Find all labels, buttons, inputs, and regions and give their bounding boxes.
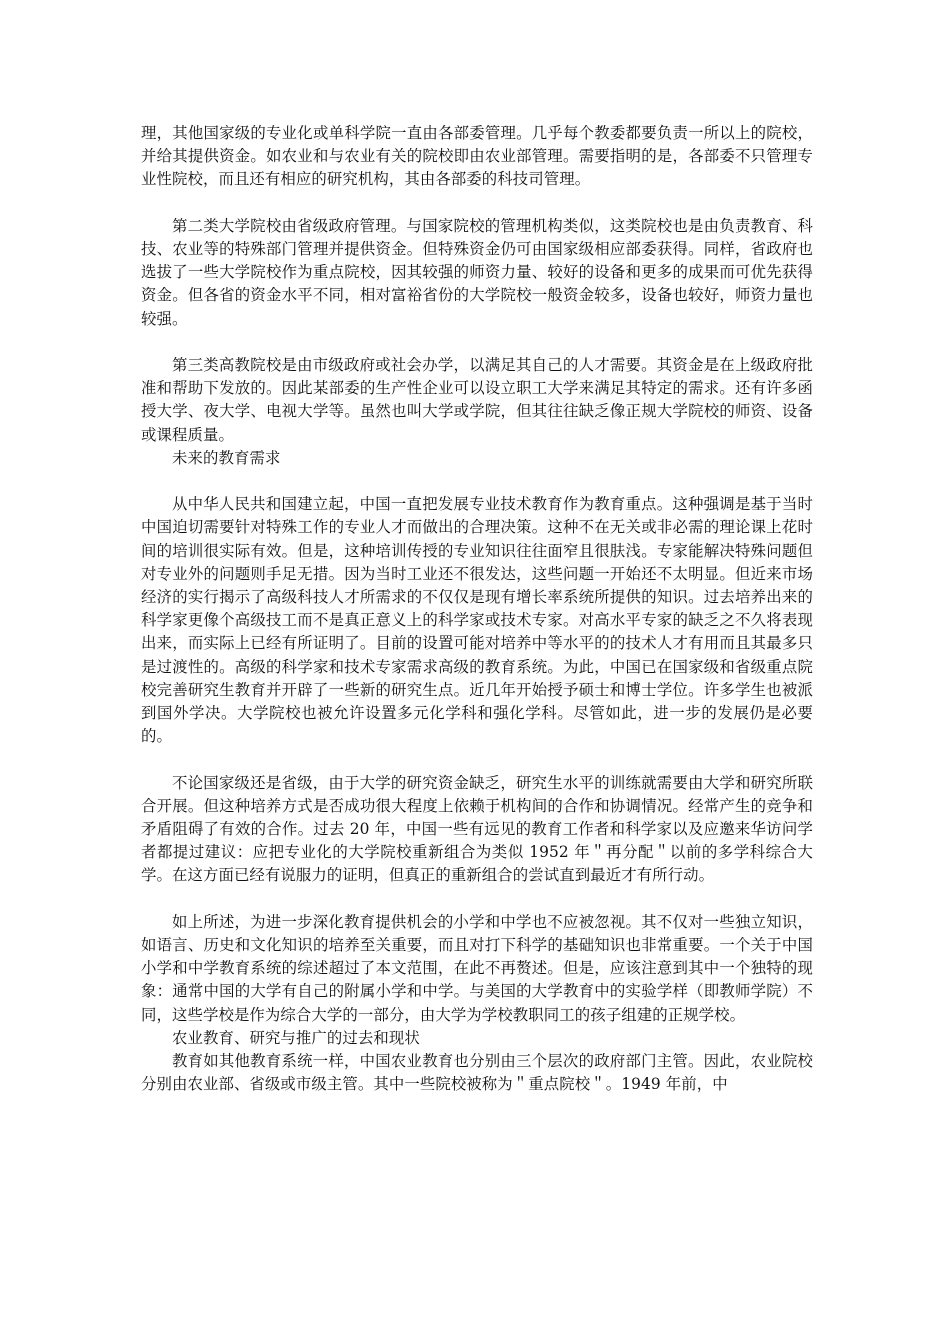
- paragraph-gap: [141, 888, 813, 911]
- section-heading-agri-education: 农业教育、研究与推广的过去和现状: [172, 1028, 420, 1047]
- paragraph-3: 第三类高教院校是由市级政府或社会办学，以满足其自己的人才需要。其资金是在上级政府批准和帮助下发放的。因此某部委的生产性企业可以设立职工大学来满足其特定的需求。还有许多函授大学、夜大学、电视大学等。虽然也叫大学或学院，但其往往缺乏像正规大学院校的师资、设备或课程质量。: [141, 356, 813, 444]
- paragraph-5: 不论国家级还是省级，由于大学的研究资金缺乏，研究生水平的训练就需要由大学和研究所联合开展。但这种培养方式是否成功很大程度上依赖于机构间的合作和协调情况。经常产生的竞争和矛盾阻碍了有效的合作。过去 20 年，中国一些有远见的教育工作者和科学家以及应邀来华访问学者都提过建议：应把专业化的大学院校重新组合为类似 1952 年＂再分配＂以前的多学科综合大学。在这方面已经有说服力的证明，但真正的重新组合的尝试直到最近才有所行动。: [141, 773, 813, 885]
- paragraph-gap: [141, 331, 813, 354]
- paragraph-gap: [141, 192, 813, 215]
- paragraph-1: 理，其他国家级的专业化或单科学院一直由各部委管理。几乎每个教委都要负责一所以上的院校，并给其提供资金。如农业和与农业有关的院校即由农业部管理。需要指明的是，各部委不只管理专业性院校，而且还有相应的研究机构，其由各部委的科技司管理。: [141, 124, 813, 189]
- paragraph-2: 第二类大学院校由省级政府管理。与国家院校的管理机构类似，这类院校也是由负责教育、科技、农业等的特殊部门管理并提供资金。但特殊资金仍可由国家级相应部委获得。同样，省政府也选拔了一些大学院校作为重点院校，因其较强的师资力量、较好的设备和更多的成果而可优先获得资金。但各省的资金水平不同，相对富裕省份的大学院校一般资金较多，设备也较好，师资力量也较强。: [141, 216, 813, 328]
- paragraph-gap: [141, 748, 813, 771]
- document-body: [141, 122, 813, 1096]
- paragraph-7: 教育如其他教育系统一样，中国农业教育也分别由三个层次的政府部门主管。因此，农业院校分别由农业部、省级或市级主管。其中一些院校被称为＂重点院校＂。1949 年前，中: [141, 1052, 813, 1094]
- section-heading-future-needs: 未来的教育需求: [172, 448, 281, 467]
- paragraph-gap: [141, 470, 813, 493]
- paragraph-4: 从中华人民共和国建立起，中国一直把发展专业技术教育作为教育重点。这种强调是基于当时中国迫切需要针对特殊工作的专业人才而做出的合理决策。这种不在无关或非必需的理论课上花时间的培训很实际有效。但是，这种培训传授的专业知识往往面窄且很肤浅。专家能解决特殊问题但对专业外的问题则手足无措。因为当时工业还不很发达，这些问题一开始还不太明显。但近来市场经济的实行揭示了高级科技人才所需求的不仅仅是现有增长率系统所提供的知识。过去培养出来的科学家更像个高级技工而不是真正意义上的科学家或技术专家。对高水平专家的缺乏之不久将表现出来，而实际上已经有所证明了。目前的设置可能对培养中等水平的的技术人才有用而且其最多只是过渡性的。高级的科学家和技术专家需求高级的教育系统。为此，中国已在国家级和省级重点院校完善研究生教育并开辟了一些新的研究生点。近几年开始授予硕士和博士学位。许多学生也被派到国外学决。大学院校也被允许设置多元化学科和强化学科。尽管如此，进一步的发展仍是必要的。: [141, 495, 813, 746]
- paragraph-6: 如上所述，为进一步深化教育提供机会的小学和中学也不应被忽视。其不仅对一些独立知识，如语言、历史和文化知识的培养至关重要，而且对打下科学的基础知识也非常重要。一个关于中国小学和中学教育系统的综述超过了本文范围，在此不再赘述。但是，应该注意到其中一个独特的现象：通常中国的大学有自己的附属小学和中学。与美国的大学教育中的实验学样（即教师学院）不同，这些学校是作为综合大学的一部分，由大学为学校教职同工的孩子组建的正规学校。: [141, 912, 813, 1024]
